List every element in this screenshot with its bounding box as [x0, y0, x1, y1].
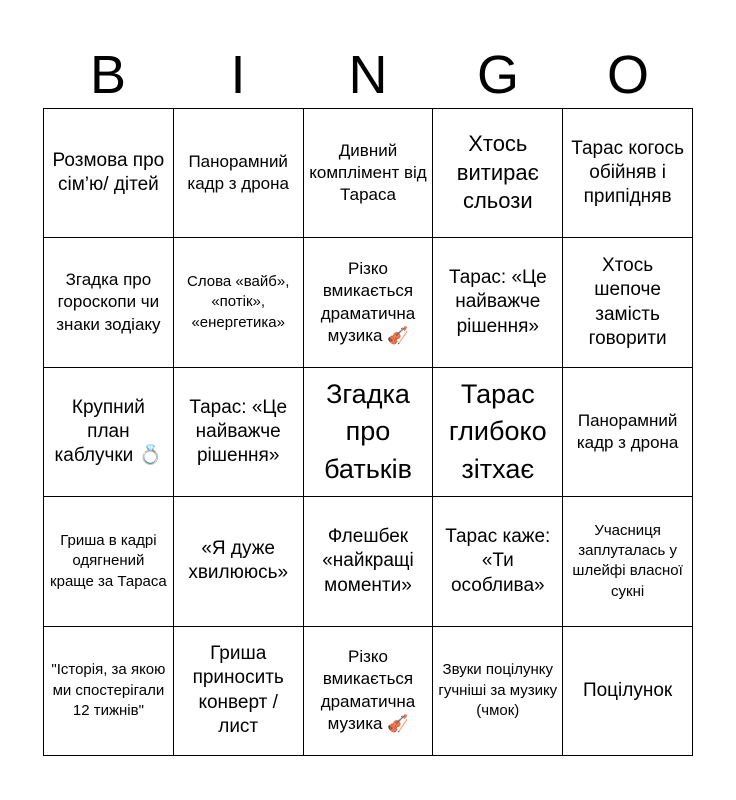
bingo-cell[interactable]: Хтось шепоче замість говорити [563, 238, 693, 367]
bingo-cell[interactable]: Гриша приносить конверт / лист [174, 627, 304, 756]
bingo-cell[interactable]: Поцілунок [563, 627, 693, 756]
bingo-cell[interactable]: Гриша в кадрі одягнений краще за Тараса [44, 497, 174, 626]
bingo-cell[interactable]: Тарас когось обійняв і припідняв [563, 109, 693, 238]
bingo-cell[interactable]: Тарас каже: «Ти особлива» [433, 497, 563, 626]
bingo-cell[interactable]: Дивний комплімент від Тараса [304, 109, 434, 238]
bingo-grid [43, 108, 693, 756]
bingo-cell[interactable]: Згадка про гороскопи чи знаки зодіаку [44, 238, 174, 367]
header-letter-b: B [89, 45, 127, 105]
bingo-header [43, 44, 693, 106]
bingo-cell[interactable]: Різко вмикається драматична музика 🎻 [304, 238, 434, 367]
header-letter-i: I [230, 45, 246, 105]
header-letter-g: G [476, 45, 519, 105]
bingo-cell[interactable]: Розмова про сім’ю/ дітей [44, 109, 174, 238]
bingo-cell[interactable]: Хтось витирає сльози [433, 109, 563, 238]
bingo-cell[interactable]: Учасниця заплуталась у шлейфі власної сукні [563, 497, 693, 626]
bingo-cell[interactable]: «Я дуже хвилююсь» [174, 497, 304, 626]
bingo-cell[interactable]: Панорамний кадр з дрона [174, 109, 304, 238]
bingo-cell[interactable]: Тарас: «Це найважче рішення» [174, 368, 304, 497]
bingo-cell[interactable]: Крупний план каблучки 💍 [44, 368, 174, 497]
bingo-cell[interactable]: "Історія, за якою ми спостерігали 12 тижнів" [44, 627, 174, 756]
bingo-cell[interactable]: Тарас: «Це найважче рішення» [433, 238, 563, 367]
bingo-cell[interactable]: Звуки поцілунку гучніші за музику (чмок) [433, 627, 563, 756]
bingo-cell[interactable]: Флешбек «найкращі моменти» [304, 497, 434, 626]
bingo-cell[interactable]: Тарас глибоко зітхає [433, 368, 563, 497]
header-letter-o: O [606, 45, 649, 105]
bingo-cell[interactable]: Слова «вайб», «потік», «енергетика» [174, 238, 304, 367]
bingo-cell[interactable]: Згадка про батьків [304, 368, 434, 497]
bingo-cell[interactable]: Різко вмикається драматична музика 🎻 [304, 627, 434, 756]
bingo-cell[interactable]: Панорамний кадр з дрона [563, 368, 693, 497]
header-letter-n: N [348, 45, 388, 105]
